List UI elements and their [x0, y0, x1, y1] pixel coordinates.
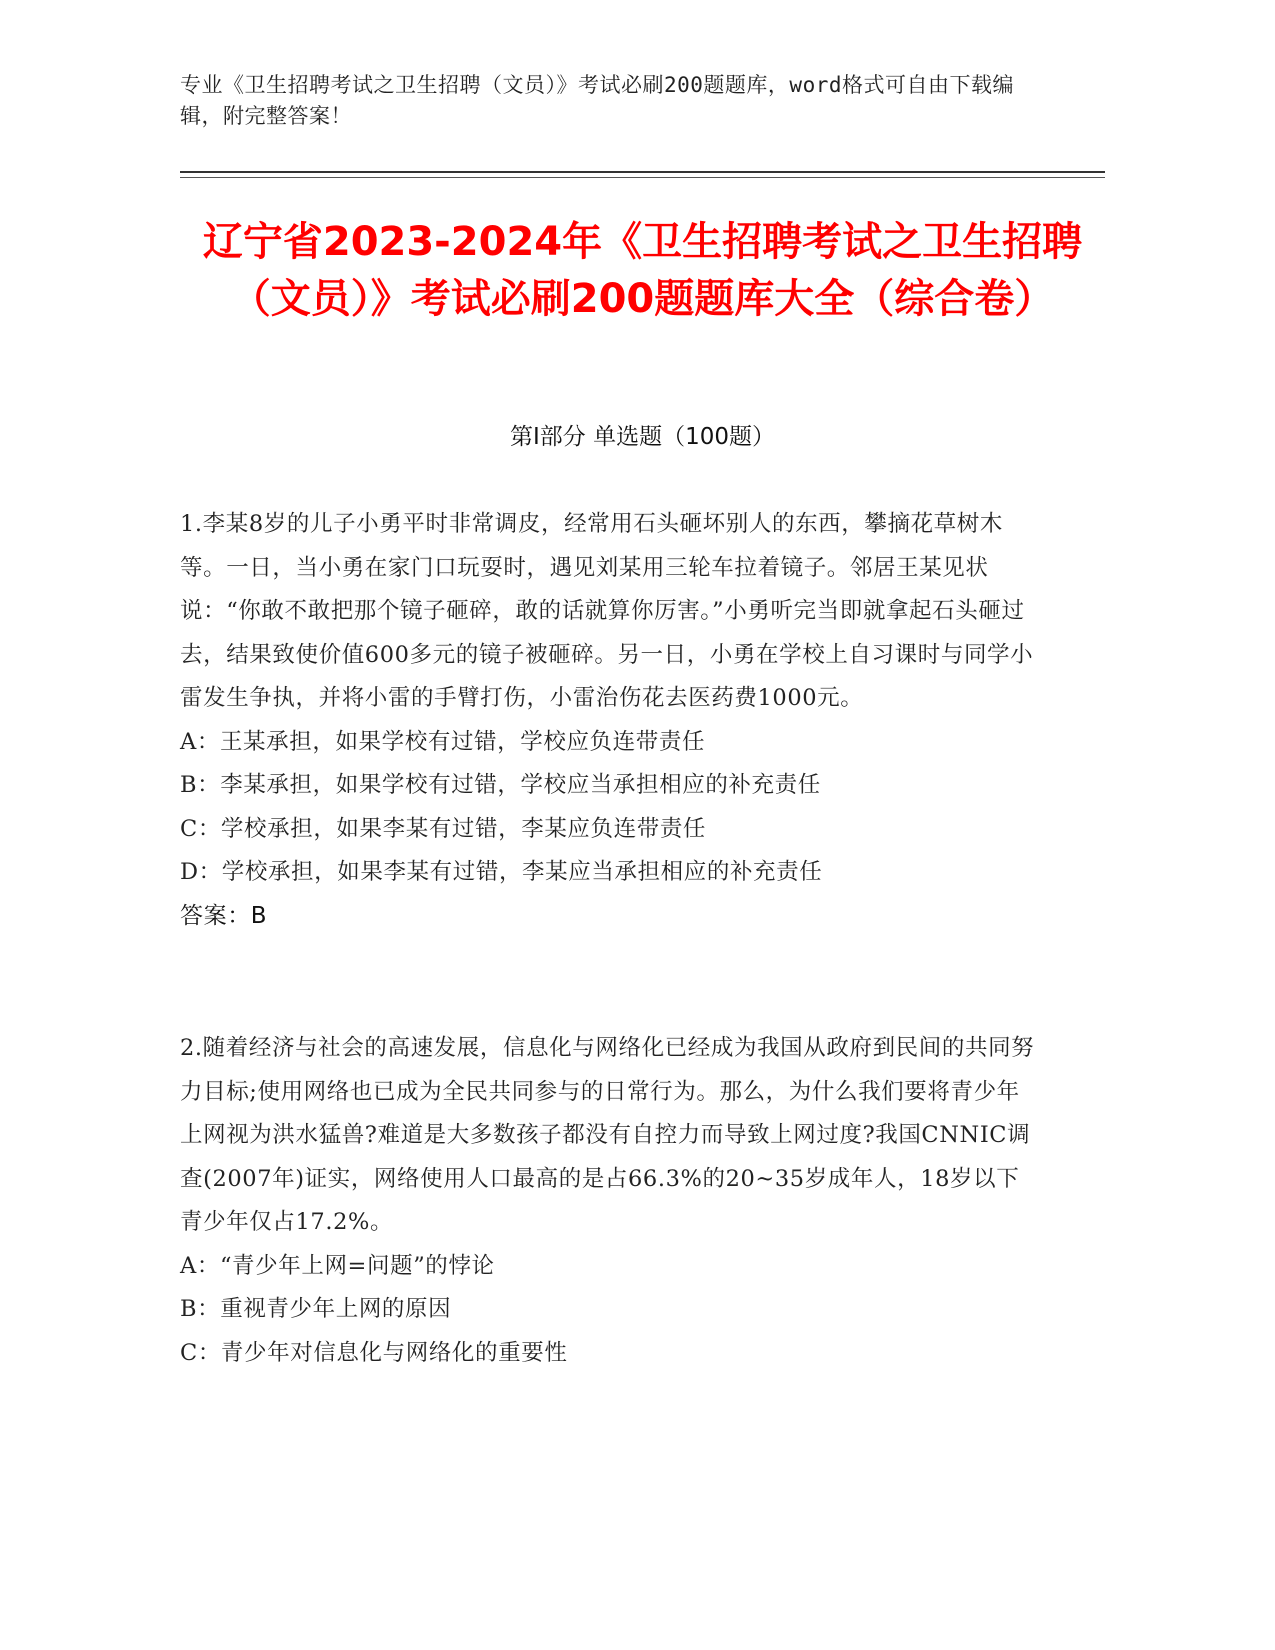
- option-a: A：“青少年上网=问题”的悖论: [180, 1252, 495, 1279]
- question-stem: 1.李某8岁的儿子小勇平时非常调皮，经常用石头砸坏别人的东西，攀摘花草树木等。一日，当小勇在家门口玩耍时，遇见刘某用三轮车拉着镜子。邻居王某见状说：“你敢不敢把那个镜子砸碎，敢的话就算你厉害。”小勇听完当即就拿起石头砸过去，结果致使价值600多元的镜子被砸碎。另一日，小勇在学校上自习课时与同学小雷发生争执，并将小雷的手臂打伤，小雷治伤花去医药费1000元。: [180, 511, 1034, 711]
- header-note: 专业《卫生招聘考试之卫生招聘（文员）》考试必刷200题题库，word格式可自由下载编辑，附完整答案！: [180, 73, 1014, 128]
- document-title: 辽宁省2023-2024年《卫生招聘考试之卫生招聘（文员）》考试必刷200题题库大全（综合卷）: [202, 219, 1083, 322]
- option-c: C：学校承担，如果李某有过错，李某应负连带责任: [180, 815, 707, 842]
- option-list: [180, 721, 1040, 895]
- header-divider-thick: [180, 171, 1105, 173]
- option-b: B：重视青少年上网的原因: [180, 1296, 452, 1322]
- option-list: [180, 1245, 1040, 1376]
- question-1: [180, 503, 1040, 938]
- section-heading: 第I部分 单选题（100题）: [510, 424, 775, 450]
- option-b: B：李某承担，如果学校有过错，学校应当承担相应的补充责任: [180, 772, 821, 798]
- document-page: [180, 0, 1105, 1650]
- question-stem: 2.随着经济与社会的高速发展，信息化与网络化已经成为我国从政府到民间的共同努力目标;使用网络也已成为全民共同参与的日常行为。那么，为什么我们要将青少年上网视为洪水猛兽?难道是大多数孩子都没有自控力而导致上网过度?我国CNNIC调查(2007年)证实，网络使用人口最高的是占66.3%的20~35岁成年人，18岁以下青少年仅占17.2%。: [180, 1035, 1035, 1235]
- option-d: D：学校承担，如果李某有过错，李某应当承担相应的补充责任: [180, 859, 823, 885]
- header-divider-thin: [180, 177, 1105, 178]
- question-2: [180, 1027, 1040, 1375]
- answer-label: 答案：B: [180, 902, 268, 929]
- option-c: C：青少年对信息化与网络化的重要性: [180, 1339, 568, 1366]
- option-a: A：王某承担，如果学校有过错，学校应负连带责任: [180, 728, 706, 755]
